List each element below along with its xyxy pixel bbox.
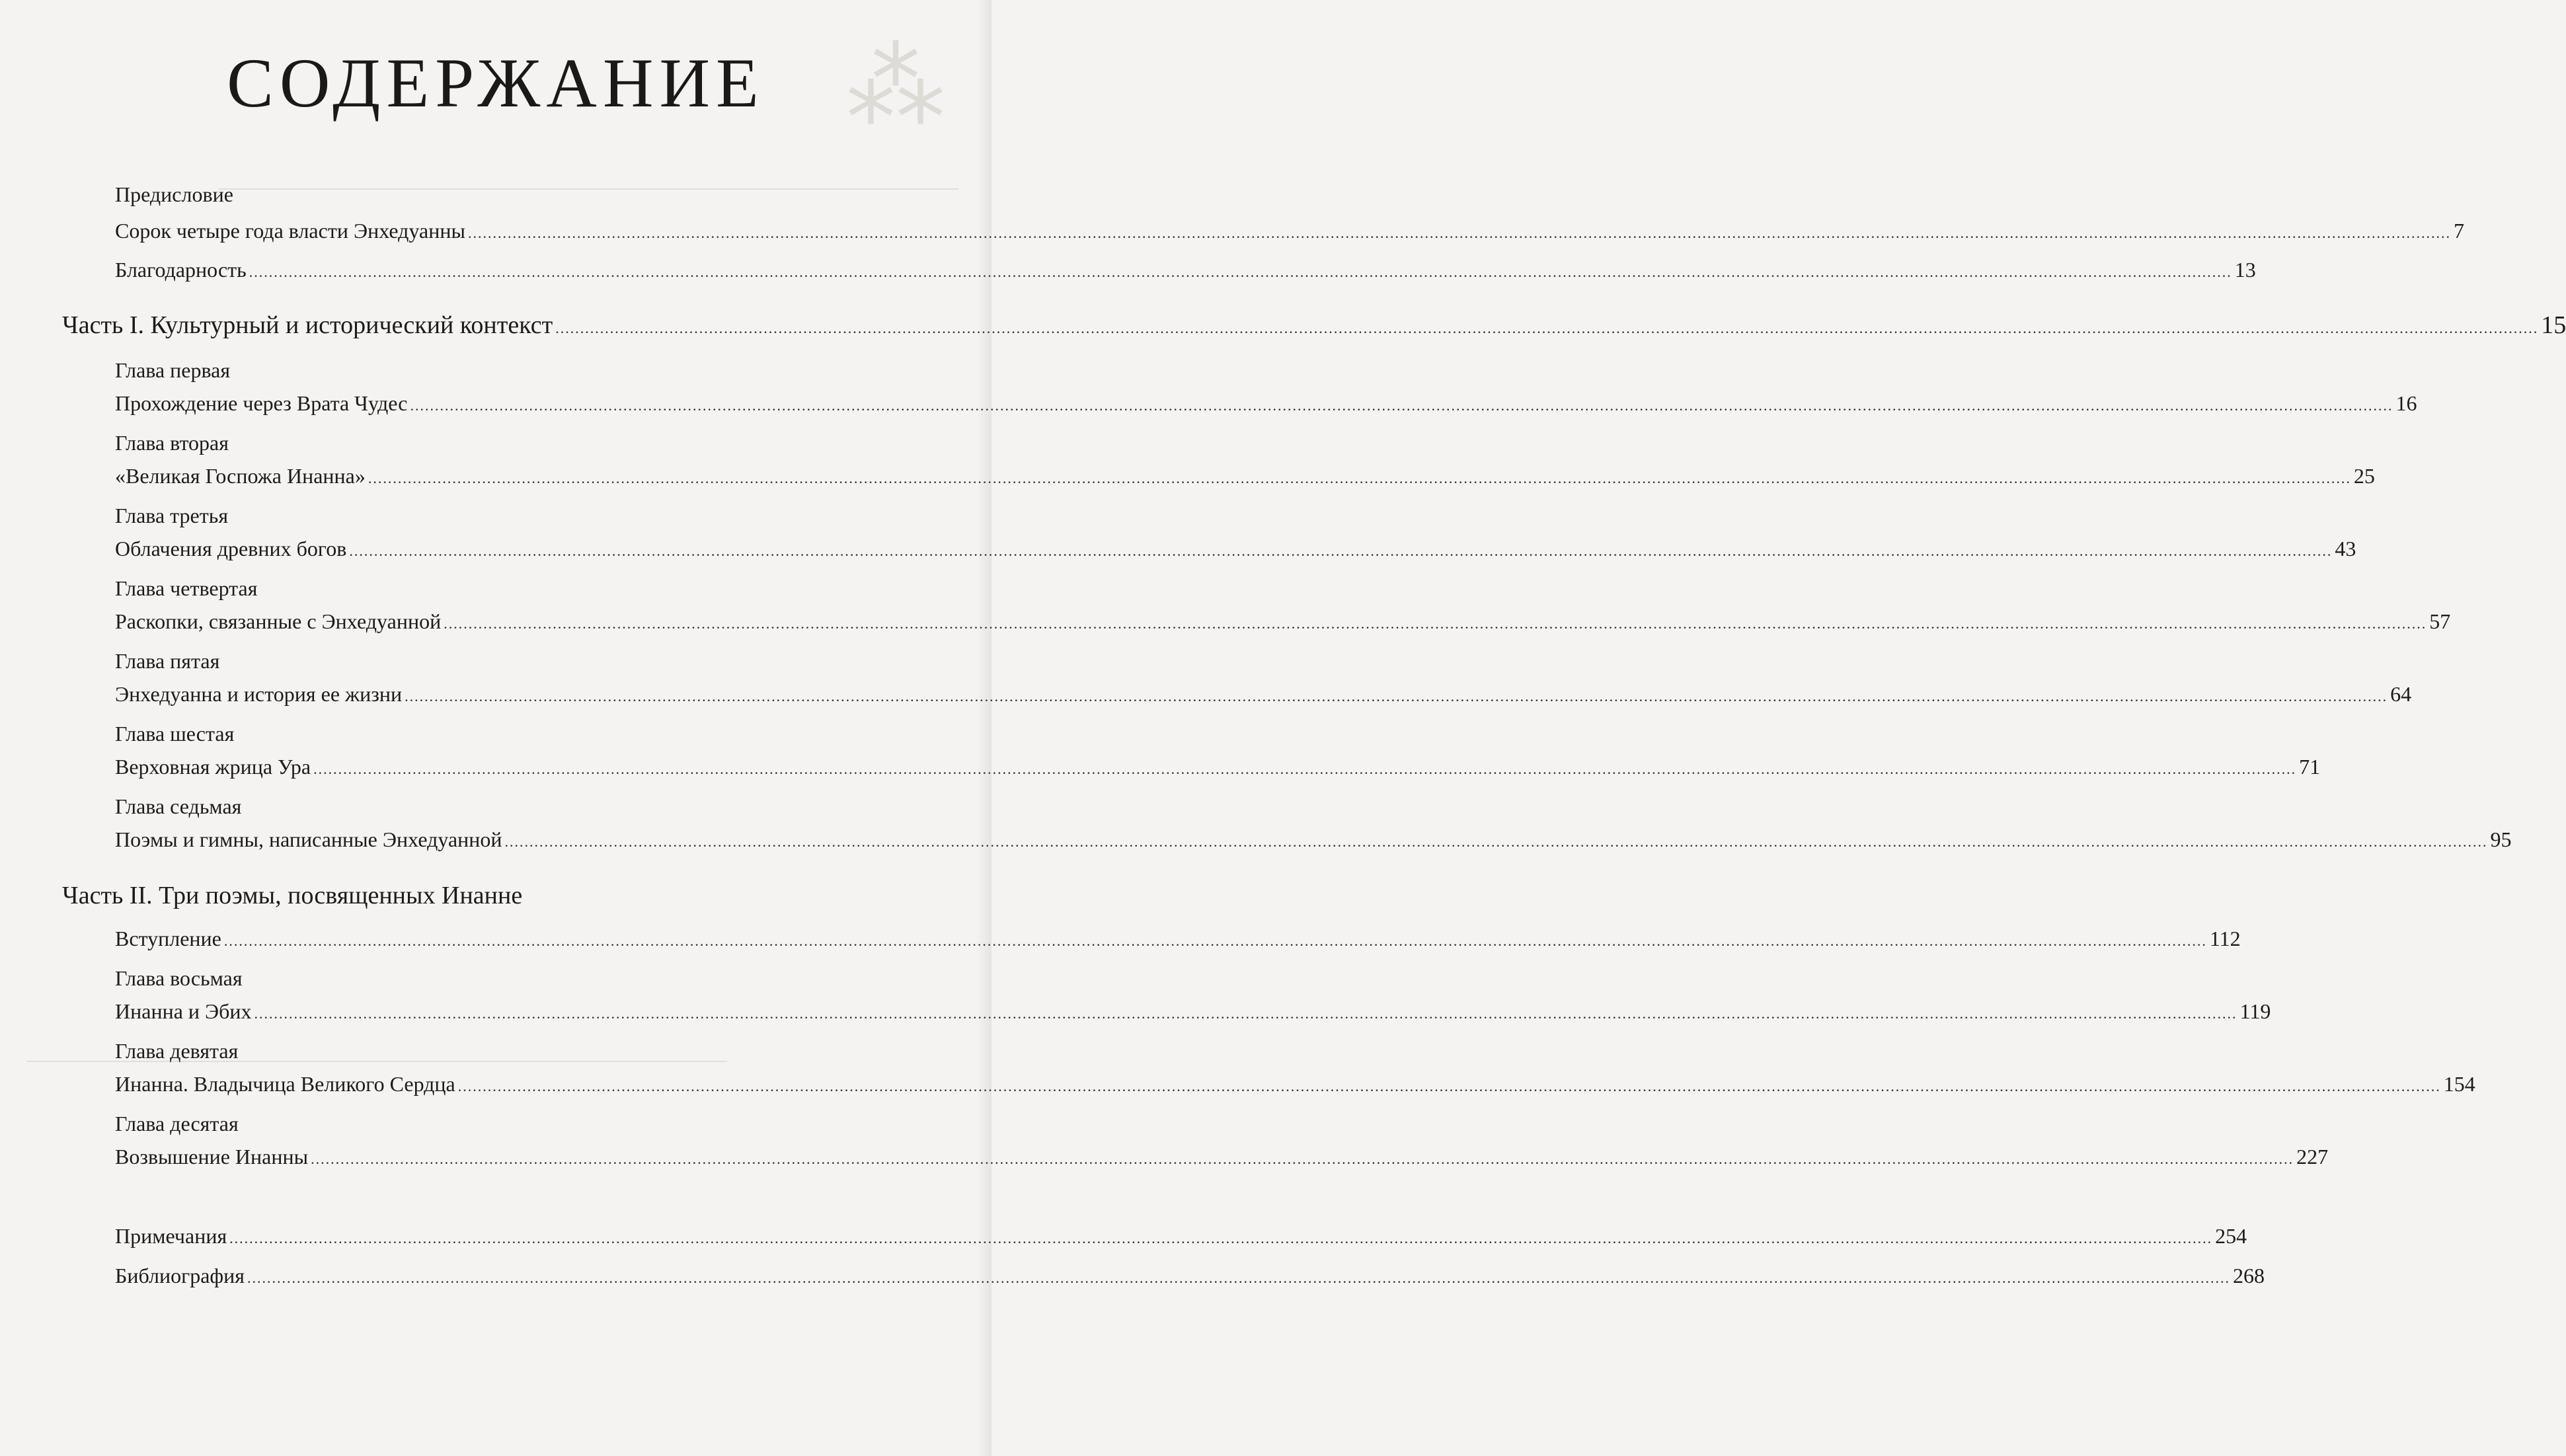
toc-chapter-heading (115, 648, 961, 673)
toc-entry-title: Примечания (115, 1224, 227, 1248)
toc-part-row (62, 881, 961, 911)
toc-entry-title: Верховная жрица Ура (115, 755, 311, 779)
toc-page-number: 15 (2541, 311, 2566, 339)
toc-page-number: 71 (2299, 755, 2321, 779)
toc-chapter-heading (115, 430, 961, 455)
toc-entry-title: Возвышение Инанны (115, 1145, 309, 1169)
toc-entry-title: Часть I. Культурный и исторический контекст (62, 311, 553, 339)
dot-leader: ................................................................................................................................................................................................................................................................................................................................................................................................................ (249, 264, 2232, 280)
toc-entry-title: Часть II. Три поэмы, посвященных Инанне (62, 882, 523, 909)
toc-page-number: 57 (2429, 609, 2451, 633)
toc-page-number: 43 (2335, 537, 2356, 560)
toc-chapter-heading (115, 721, 961, 746)
dot-leader: ................................................................................................................................................................................................................................................................................................................................................................................................................ (444, 615, 2427, 632)
toc-entry-title: «Великая Госпожа Инанна» (115, 464, 366, 488)
toc-entry-row (115, 827, 2512, 852)
dot-leader: ................................................................................................................................................................................................................................................................................................................................................................................................................ (368, 470, 2351, 486)
toc-chapter-heading (115, 576, 961, 601)
toc-page-number: 268 (2232, 1264, 2265, 1287)
toc-page-number: 254 (2215, 1224, 2247, 1248)
toc-part-row (62, 311, 2566, 341)
toc-chapter-heading (115, 503, 961, 528)
dot-leader: ................................................................................................................................................................................................................................................................................................................................................................................................................ (467, 225, 2451, 241)
toc-entry-row (115, 218, 2464, 243)
toc-chapter-heading (115, 1038, 961, 1063)
toc-entry-row (115, 536, 2356, 561)
toc-entry-title: Благодарность (115, 258, 247, 282)
toc-entry-row (115, 609, 2451, 634)
toc-chapter-heading (115, 358, 961, 383)
dot-leader: ................................................................................................................................................................................................................................................................................................................................................................................................................ (254, 1005, 2237, 1022)
toc-entry-title: Глава пятая (115, 649, 220, 673)
toc-entry-title: Инанна. Владычица Великого Сердца (115, 1072, 455, 1096)
toc-entry-title: Облачения древних богов (115, 537, 347, 560)
toc-entry-row (115, 926, 2241, 951)
toc-entry-title: Глава четвертая (115, 576, 258, 600)
toc-chapter-heading (115, 966, 961, 991)
toc-entry-title: Глава десятая (115, 1112, 239, 1135)
toc-page-number: 95 (2490, 827, 2512, 851)
toc-entry-row (115, 1071, 2475, 1096)
toc-entry-title: Глава шестая (115, 722, 235, 746)
toc-entry-title: Глава седьмая (115, 794, 242, 818)
toc-page-number: 13 (2234, 258, 2256, 282)
toc-entry-row (115, 681, 2412, 707)
toc-entry-title: Глава восьмая (115, 966, 243, 990)
dot-leader: ................................................................................................................................................................................................................................................................................................................................................................................................................ (405, 688, 2388, 705)
toc-entry-title: Сорок четыре года власти Энхедуанны (115, 219, 465, 243)
toc-page-number: 64 (2390, 682, 2412, 706)
toc-entry-row (115, 1263, 2265, 1288)
toc-page-number: 119 (2239, 999, 2271, 1023)
toc-entry-title: Энхедуанна и история ее жизни (115, 682, 403, 706)
toc-entry-title: Предисловие (115, 182, 233, 206)
toc-page-number: 25 (2353, 464, 2375, 488)
dot-leader: ................................................................................................................................................................................................................................................................................................................................................................................................................ (247, 1270, 2230, 1286)
dot-leader: ................................................................................................................................................................................................................................................................................................................................................................................................................ (457, 1078, 2441, 1094)
dot-leader: ................................................................................................................................................................................................................................................................................................................................................................................................................ (223, 933, 2207, 949)
toc-page-number: 227 (2296, 1145, 2329, 1169)
dot-leader: ................................................................................................................................................................................................................................................................................................................................................................................................................ (313, 761, 2297, 777)
toc-entry-title: Поэмы и гимны, написанные Энхедуанной (115, 827, 502, 851)
toc-entry-title: Раскопки, связанные с Энхедуанной (115, 609, 442, 633)
toc-entry-row (115, 1144, 2329, 1169)
toc-entry-title: Прохождение через Врата Чудес (115, 391, 408, 415)
toc-entry-title: Библиография (115, 1264, 245, 1287)
dot-leader: ................................................................................................................................................................................................................................................................................................................................................................................................................ (311, 1151, 2294, 1167)
page-title: СОДЕРЖАНИЕ (227, 44, 765, 122)
toc-entry-row (115, 999, 2271, 1024)
toc-entry-title: Глава девятая (115, 1039, 239, 1063)
dot-leader: ................................................................................................................................................................................................................................................................................................................................................................................................................ (555, 320, 2539, 336)
reverse-page-bleed-through: ⁂ (842, 33, 945, 143)
dot-leader: ................................................................................................................................................................................................................................................................................................................................................................................................................ (410, 397, 2393, 414)
toc-page-number: 16 (2395, 391, 2417, 415)
toc-page-number: 154 (2443, 1072, 2475, 1096)
toc-entry-row (115, 463, 2375, 488)
dot-leader: ................................................................................................................................................................................................................................................................................................................................................................................................................ (229, 1230, 2213, 1246)
toc-entry-title: Инанна и Эбих (115, 999, 252, 1023)
toc-entry-title: Глава третья (115, 504, 229, 527)
toc-entry-row (115, 391, 2417, 416)
toc-entry-title: Глава первая (115, 358, 231, 382)
toc-page-number: 112 (2209, 927, 2241, 950)
toc-entry-row (115, 1223, 2247, 1248)
toc-entry-title: Вступление (115, 927, 221, 950)
toc-page-number: 7 (2453, 219, 2464, 243)
toc-chapter-heading (115, 1111, 961, 1136)
dot-leader: ................................................................................................................................................................................................................................................................................................................................................................................................................ (349, 543, 2333, 559)
toc-chapter-heading (115, 794, 961, 819)
toc-entry-row (115, 754, 2321, 779)
toc-entry-title: Глава вторая (115, 431, 229, 455)
toc-chapter-heading (115, 182, 961, 207)
toc-entry-row (115, 257, 2256, 282)
dot-leader: ................................................................................................................................................................................................................................................................................................................................................................................................................ (504, 833, 2488, 850)
